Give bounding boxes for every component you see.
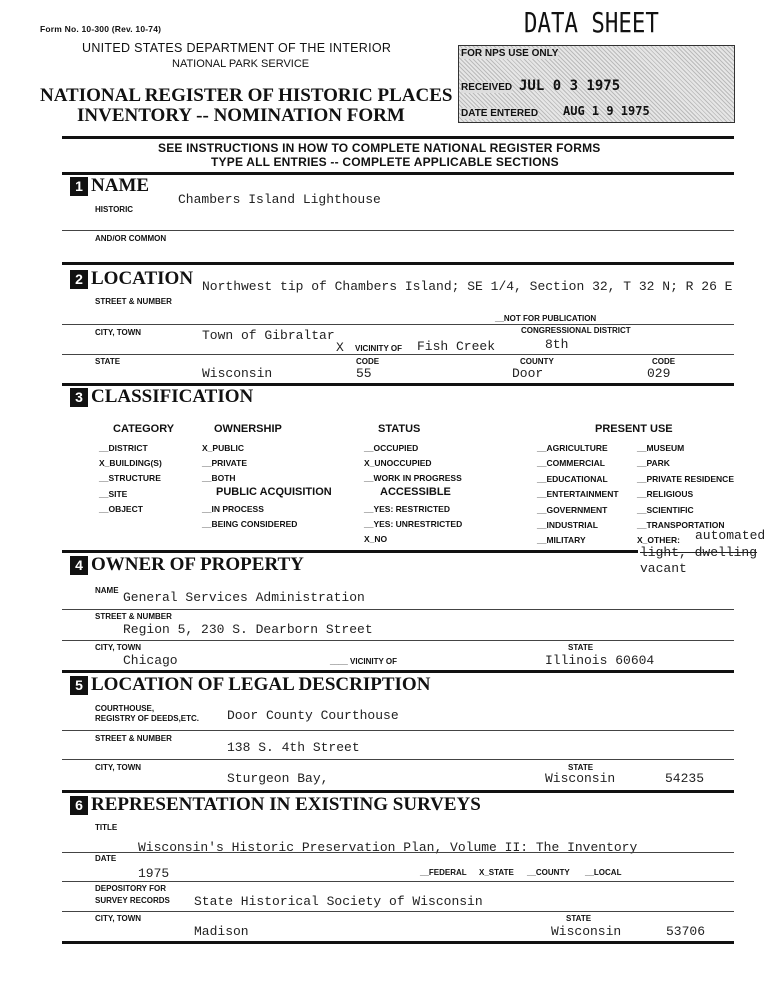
county-value: Door bbox=[512, 366, 544, 381]
survey-city-label: CITY, TOWN bbox=[95, 914, 142, 923]
status-list bbox=[364, 441, 462, 487]
state-label: STATE bbox=[95, 357, 121, 366]
access-item: X_NO bbox=[364, 534, 388, 545]
depository-label-line2: SURVEY RECORDS bbox=[95, 896, 170, 905]
depository-value: State Historical Society of Wisconsin bbox=[194, 894, 483, 909]
state-code-label: CODE bbox=[356, 357, 380, 366]
section-number: 5 bbox=[70, 676, 88, 695]
congressional-district-value: 8th bbox=[545, 337, 569, 352]
section-number: 2 bbox=[70, 270, 88, 289]
vicinity-label: VICINITY OF bbox=[355, 344, 402, 353]
status-item: X_UNOCCUPIED bbox=[364, 458, 432, 469]
survey-zip-value: 53706 bbox=[666, 924, 706, 939]
instructions-line1: SEE INSTRUCTIONS IN HOW TO COMPLETE NATIONAL REGISTER FORMS bbox=[158, 141, 601, 155]
owner-name-label: NAME bbox=[95, 586, 119, 595]
present-use-item: __COMMERCIAL bbox=[537, 458, 606, 469]
ownership-label: OWNERSHIP bbox=[214, 423, 282, 435]
section-5-heading: 5 LOCATION OF LEGAL DESCRIPTION bbox=[70, 674, 430, 696]
section-2-heading: 2 LOCATION bbox=[70, 268, 193, 290]
owner-vicinity-label: ____ VICINITY OF bbox=[330, 657, 397, 666]
access-item: __YES: UNRESTRICTED bbox=[364, 519, 463, 530]
received-label: RECEIVED bbox=[461, 82, 513, 93]
present-use-item: __MILITARY bbox=[537, 535, 586, 546]
access-item: __YES: RESTRICTED bbox=[364, 504, 450, 514]
common-name-label: AND/OR COMMON bbox=[95, 234, 167, 243]
service-name: NATIONAL PARK SERVICE bbox=[172, 58, 310, 70]
other-use-value-line2: light, dwelling bbox=[640, 545, 758, 560]
owner-state-label: STATE bbox=[568, 643, 594, 652]
owner-state-value: Illinois 60604 bbox=[545, 653, 655, 668]
form-title-line2: INVENTORY -- NOMINATION FORM bbox=[77, 105, 405, 126]
category-item: __DISTRICT bbox=[99, 443, 148, 453]
vicinity-value: Fish Creek bbox=[417, 339, 496, 354]
legal-state-value: Wisconsin bbox=[545, 771, 616, 786]
received-date: JUL 0 3 1975 bbox=[519, 78, 621, 94]
present-use-label: PRESENT USE bbox=[595, 423, 673, 435]
section-6-heading: 6 REPRESENTATION IN EXISTING SURVEYS bbox=[70, 794, 481, 816]
public-acquisition-label: PUBLIC ACQUISITION bbox=[216, 486, 332, 498]
ownership-item: __BOTH bbox=[202, 473, 236, 484]
status-label: STATUS bbox=[378, 423, 421, 435]
ownership-item: __PRIVATE bbox=[202, 458, 248, 469]
category-list bbox=[99, 441, 162, 517]
legal-street-value: 138 S. 4th Street bbox=[227, 740, 360, 755]
legal-state-label: STATE bbox=[568, 763, 594, 772]
other-use-value-line1: automated bbox=[695, 528, 766, 543]
category-item: X_BUILDING(S) bbox=[99, 458, 162, 469]
ownership-item: X_PUBLIC bbox=[202, 443, 245, 453]
department-name: UNITED STATES DEPARTMENT OF THE INTERIOR bbox=[82, 41, 392, 55]
access-list bbox=[364, 502, 462, 548]
present-use-item: __PRIVATE RESIDENCE bbox=[637, 473, 734, 484]
nps-box-label: FOR NPS USE ONLY bbox=[461, 48, 559, 59]
county-code-label: CODE bbox=[652, 357, 676, 366]
form-number: Form No. 10-300 (Rev. 10-74) bbox=[40, 24, 162, 34]
section-number: 3 bbox=[70, 388, 88, 407]
category-label: CATEGORY bbox=[113, 423, 175, 435]
state-value: Wisconsin bbox=[202, 366, 273, 381]
congressional-district-label: CONGRESSIONAL DISTRICT bbox=[521, 326, 631, 335]
other-use-value-line3: vacant bbox=[640, 561, 687, 576]
depository-label-line1: DEPOSITORY FOR bbox=[95, 884, 166, 893]
present-use-item: __TRANSPORTATION bbox=[637, 520, 725, 531]
nps-use-box bbox=[458, 45, 735, 123]
historic-label: HISTORIC bbox=[95, 205, 134, 214]
present-use-item: __PARK bbox=[637, 458, 670, 469]
legal-zip-value: 54235 bbox=[665, 771, 705, 786]
owner-city-label: CITY, TOWN bbox=[95, 643, 142, 652]
section-number: 4 bbox=[70, 556, 88, 575]
location-street-value: Northwest tip of Chambers Island; SE 1/4, Section 32, T 32 N; R 26 E bbox=[202, 279, 733, 294]
survey-date-label: DATE bbox=[95, 854, 117, 863]
section-3-heading: 3 CLASSIFICATION bbox=[70, 386, 253, 408]
local-option: __LOCAL bbox=[585, 868, 622, 877]
survey-state-value: Wisconsin bbox=[551, 924, 622, 939]
owner-street-value: Region 5, 230 S. Dearborn Street bbox=[123, 622, 373, 637]
section-number: 6 bbox=[70, 796, 88, 815]
courthouse-value: Door County Courthouse bbox=[227, 708, 399, 723]
accessible-label: ACCESSIBLE bbox=[380, 486, 451, 498]
county-label: COUNTY bbox=[520, 357, 554, 366]
present-use-col1 bbox=[537, 441, 619, 549]
registry-label: REGISTRY OF DEEDS,ETC. bbox=[95, 714, 200, 723]
category-item: __OBJECT bbox=[99, 503, 143, 514]
category-item: __STRUCTURE bbox=[99, 473, 161, 484]
instructions-line2: TYPE ALL ENTRIES -- COMPLETE APPLICABLE SECTIONS bbox=[211, 155, 559, 169]
courthouse-label: COURTHOUSE, bbox=[95, 704, 155, 713]
section-number: 1 bbox=[70, 177, 88, 196]
survey-title-value: Wisconsin's Historic Preservation Plan, Volume II: The Inventory bbox=[138, 840, 638, 855]
present-use-item: __SCIENTIFIC bbox=[637, 504, 694, 515]
county-code-value: 029 bbox=[647, 366, 671, 381]
category-item: __SITE bbox=[99, 488, 128, 499]
present-use-item: __RELIGIOUS bbox=[637, 489, 694, 500]
vicinity-mark: X bbox=[336, 340, 344, 355]
ownership-list bbox=[202, 441, 247, 487]
not-for-publication: __NOT FOR PUBLICATION bbox=[495, 314, 597, 323]
federal-option: __FEDERAL bbox=[420, 868, 467, 877]
status-item: __WORK IN PROGRESS bbox=[364, 473, 462, 484]
owner-street-label: STREET & NUMBER bbox=[95, 612, 172, 621]
county-option: __COUNTY bbox=[527, 868, 570, 877]
present-use-item: __GOVERNMENT bbox=[537, 504, 608, 515]
state-code-value: 55 bbox=[356, 366, 372, 381]
acquisition-item: __BEING CONSIDERED bbox=[202, 519, 298, 530]
present-use-item: X_OTHER: bbox=[637, 535, 680, 546]
survey-title-label: TITLE bbox=[95, 823, 118, 832]
date-entered-label: DATE ENTERED bbox=[461, 108, 539, 119]
acquisition-item: __IN PROCESS bbox=[202, 504, 264, 514]
date-entered-value: AUG 1 9 1975 bbox=[563, 104, 650, 118]
present-use-item: __MUSEUM bbox=[637, 443, 685, 453]
city-town-label: CITY, TOWN bbox=[95, 328, 142, 337]
survey-state-label: STATE bbox=[566, 914, 592, 923]
form-title-line1: NATIONAL REGISTER OF HISTORIC PLACES bbox=[40, 85, 453, 106]
present-use-item: __INDUSTRIAL bbox=[537, 520, 598, 531]
legal-street-label: STREET & NUMBER bbox=[95, 734, 172, 743]
owner-name-value: General Services Administration bbox=[123, 590, 365, 605]
city-town-value: Town of Gibraltar bbox=[202, 328, 335, 343]
legal-city-value: Sturgeon Bay, bbox=[227, 771, 329, 786]
status-item: __OCCUPIED bbox=[364, 443, 419, 453]
present-use-item: __AGRICULTURE bbox=[537, 443, 608, 453]
present-use-item: __EDUCATIONAL bbox=[537, 473, 608, 484]
street-number-label: STREET & NUMBER bbox=[95, 297, 172, 306]
historic-name-value: Chambers Island Lighthouse bbox=[178, 192, 381, 207]
section-1-heading: 1 NAME bbox=[70, 175, 149, 197]
survey-city-value: Madison bbox=[194, 924, 249, 939]
data-sheet-stamp: DATA SHEET bbox=[524, 6, 659, 39]
survey-date-value: 1975 bbox=[138, 866, 170, 881]
legal-city-label: CITY, TOWN bbox=[95, 763, 142, 772]
section-4-heading: 4 OWNER OF PROPERTY bbox=[70, 554, 304, 576]
acquisition-list bbox=[202, 502, 297, 532]
owner-city-value: Chicago bbox=[123, 653, 178, 668]
present-use-item: __ENTERTAINMENT bbox=[537, 489, 619, 500]
state-option: X_STATE bbox=[479, 868, 514, 877]
